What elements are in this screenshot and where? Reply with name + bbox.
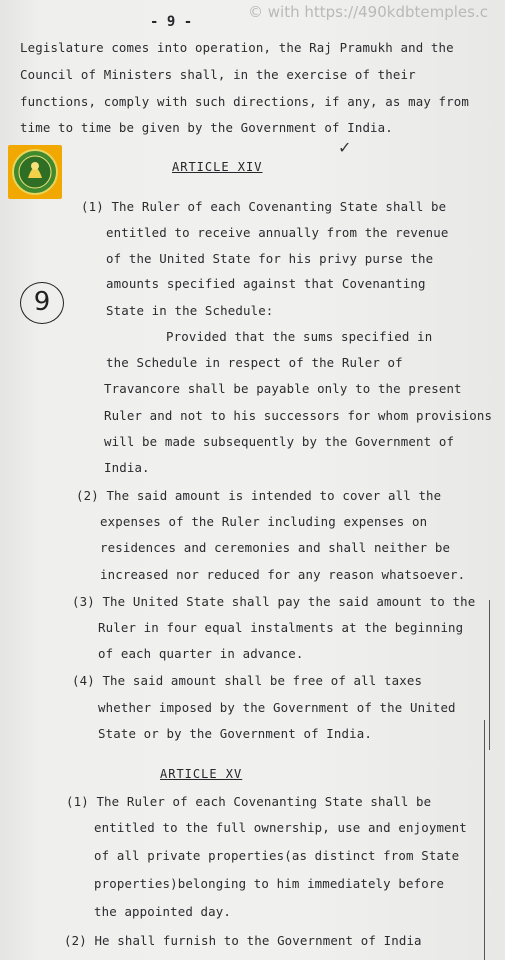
text-line: Ruler in four equal instalments at the beginning xyxy=(98,620,464,635)
text-line: (3) The United State shall pay the said amount to the xyxy=(72,594,476,609)
text-line: Travancore shall be payable only to the present xyxy=(104,381,462,396)
text-line: State in the Schedule: xyxy=(106,303,274,318)
text-line: State or by the Government of India. xyxy=(98,726,372,741)
text-line: whether imposed by the Government of the United xyxy=(98,700,456,715)
text-line: Provided that the sums specified in xyxy=(166,329,433,344)
tick-mark: ✓ xyxy=(338,138,352,157)
margin-rule xyxy=(484,720,485,960)
page-number: - 9 - xyxy=(150,14,193,30)
text-line: Legislature comes into operation, the Raj Pramukh and the xyxy=(20,40,454,55)
text-line: (1) The Ruler of each Covenanting State shall be xyxy=(81,199,447,214)
text-line: Ruler and not to his successors for whom provisions xyxy=(104,408,493,423)
text-line: the appointed day. xyxy=(94,904,231,919)
text-line: entitled to receive annually from the revenue xyxy=(106,225,449,240)
margin-rule xyxy=(489,600,490,750)
text-line: of the United State for his privy purse the xyxy=(106,251,434,266)
text-line: the Schedule in respect of the Ruler of xyxy=(106,355,403,370)
circled-number: 9 xyxy=(20,282,64,324)
text-line: (1) The Ruler of each Covenanting State shall be xyxy=(66,794,432,809)
text-line: of all private properties(as distinct from State xyxy=(94,848,460,863)
text-line: functions, comply with such directions, if any, as may from xyxy=(20,94,469,109)
temple-logo xyxy=(8,145,62,199)
text-line: entitled to the full ownership, use and enjoyment xyxy=(94,820,467,835)
article-heading: ARTICLE XIV xyxy=(172,160,263,174)
text-line: Council of Ministers shall, in the exercise of their xyxy=(20,67,416,82)
text-line: amounts specified against that Covenanting xyxy=(106,276,426,291)
text-line: increased nor reduced for any reason whatsoever. xyxy=(100,567,466,582)
text-line: properties)belonging to him immediately before xyxy=(94,876,445,891)
text-line: (4) The said amount shall be free of all taxes xyxy=(72,673,423,688)
text-line: will be made subsequently by the Government of xyxy=(104,434,455,449)
text-line: of each quarter in advance. xyxy=(98,646,304,661)
text-line: expenses of the Ruler including expenses on xyxy=(100,514,428,529)
text-line: (2) He shall furnish to the Government of India xyxy=(64,933,422,948)
text-line: time to time be given by the Government of India. xyxy=(20,120,393,135)
text-line: (2) The said amount is intended to cover all the xyxy=(76,488,442,503)
text-line: India. xyxy=(104,460,150,475)
article-heading: ARTICLE XV xyxy=(160,767,243,781)
text-line: residences and ceremonies and shall neither be xyxy=(100,540,451,555)
watermark: © with https://490kdbtemples.c xyxy=(248,3,488,21)
